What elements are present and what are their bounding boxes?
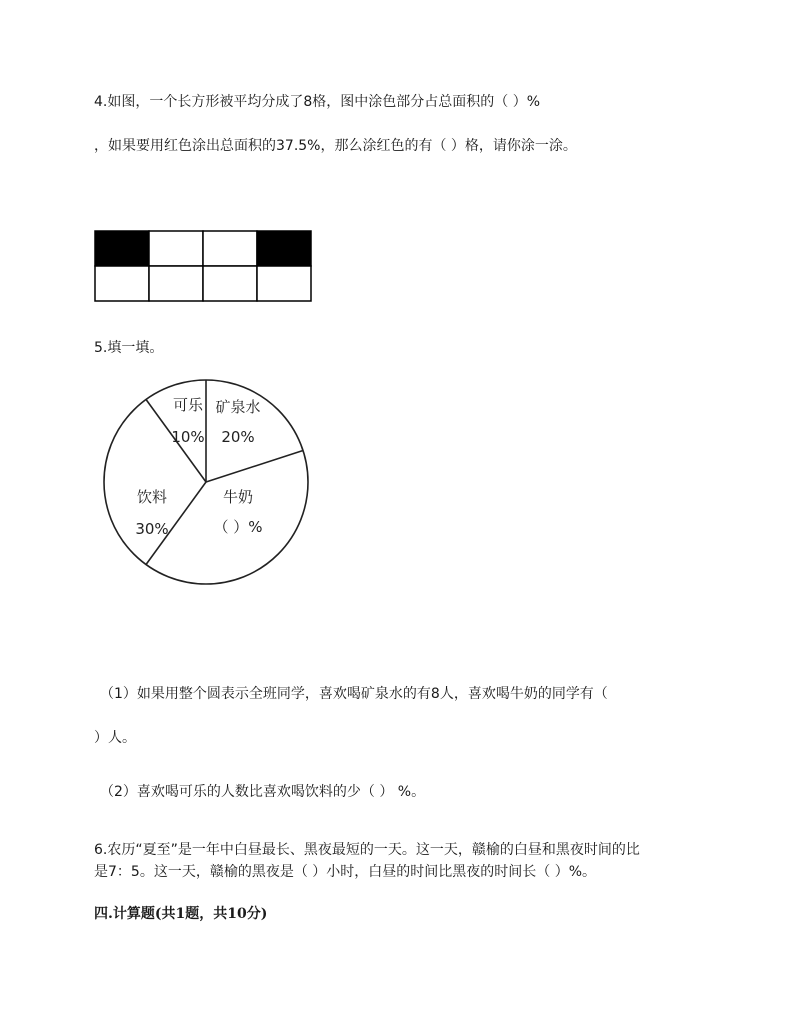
pie-slice-value: （ ）% [213,518,263,536]
grid-cell-shaded [95,231,149,266]
grid-cell [95,266,149,301]
grid-cell [203,231,257,266]
drink-pie-chart [100,372,320,592]
q5-sub1-line1: （1）如果用整个圆表示全班同学，喜欢喝矿泉水的有8人，喜欢喝牛奶的同学有（ [100,686,608,702]
pie-slice-label: 牛奶 [222,488,254,506]
q4-line1: 4.如图，一个长方形被平均分成了8格，图中涂色部分占总面积的（ ）% [94,94,541,110]
pie-slice-value: 20% [221,428,255,446]
grid-cell [257,266,311,301]
grid-cell [203,266,257,301]
grid-cell [149,266,203,301]
section4-heading: 四.计算题(共1题，共10分) [94,906,268,922]
q6-line2: 是7：5。这一天，赣榆的黑夜是（ ）小时，白昼的时间比黑夜的时间长（ ）%。 [94,864,597,880]
pie-slice-label: 饮料 [136,488,168,506]
q5-title: 5.填一填。 [94,340,164,356]
q6-line1: 6.农历“夏至”是一年中白昼最长、黑夜最短的一天。这一天，赣榆的白昼和黑夜时间的比 [94,842,640,858]
rectangle-grid [94,230,314,304]
pie-slice-label: 可乐 [172,396,204,414]
grid-cell [149,231,203,266]
grid-cell-shaded [257,231,311,266]
q4-line2: ，如果要用红色涂出总面积的37.5%，那么涂红色的有（ ）格，请你涂一涂。 [94,138,577,154]
pie-slice-label: 矿泉水 [215,398,261,416]
q5-sub1-line2: ）人。 [94,730,136,746]
q5-sub2: （2）喜欢喝可乐的人数比喜欢喝饮料的少（ ） %。 [100,784,426,800]
pie-slice-value: 30% [135,520,169,538]
pie-slice-value: 10% [171,428,205,446]
